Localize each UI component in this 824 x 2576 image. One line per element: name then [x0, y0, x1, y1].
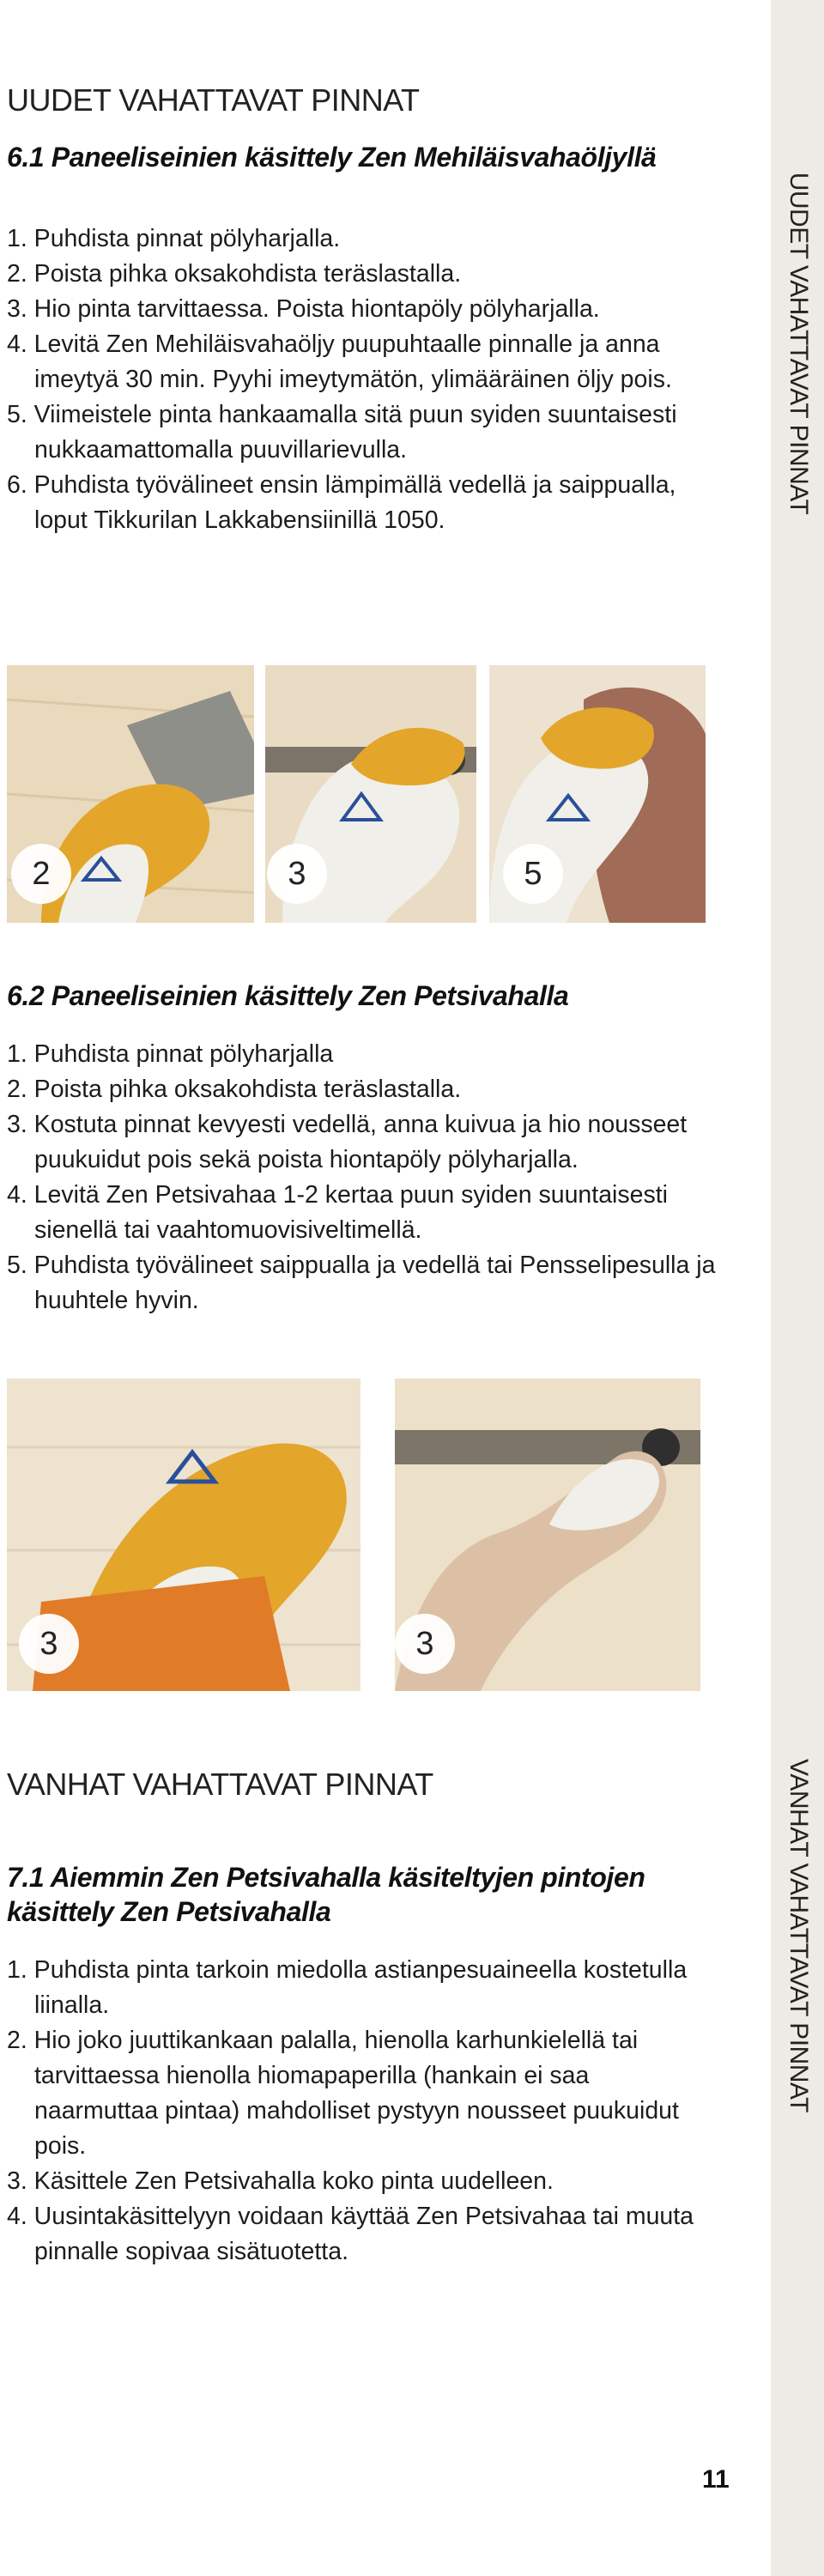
subsection-title-7-1: 7.1 Aiemmin Zen Petsivahalla käsiteltyjen pintojen käsittely Zen Petsivahalla	[7, 1862, 645, 1927]
subsection-title-6-1: 6.1 Paneeliseinien käsittely Zen Mehiläisvahaöljyllä	[7, 142, 657, 173]
list-item: 1. Puhdista pinnat pölyharjalla.	[7, 225, 341, 252]
scraper-glove-photo	[7, 665, 254, 923]
steps-list-6-1	[7, 221, 719, 538]
photo-step-number: 5	[503, 844, 563, 904]
list-item: 2. Poista pihka oksakohdista teräslastalla.	[7, 260, 462, 288]
subsection-title-6-2: 6.2 Paneeliseinien käsittely Zen Petsivahalla	[7, 980, 569, 1011]
list-item: 1. Puhdista pinnat pölyharjalla	[7, 1040, 334, 1068]
sanding-arm-photo	[395, 1379, 700, 1691]
photo-step-number: 3	[395, 1614, 455, 1674]
list-item: 2. Hio joko juuttikankaan palalla, hienolla karhunkielellä tai tarvittaessa hienolla hiomapaperilla (hankain ei saa naarmuttaa pintaa) mahdolliset pystyyn nousseet puukuidut pois.	[7, 2027, 679, 2160]
list-item: 4. Uusintakäsittelyyn voidaan käyttää Zen Petsivahaa tai muuta pinnalle sopivaa sisätuotetta.	[7, 2203, 694, 2265]
sanding-glove-photo	[265, 665, 476, 923]
photo-step-number: 3	[19, 1614, 79, 1674]
list-item: 3. Kostuta pinnat kevyesti vedellä, anna kuivua ja hio nousseet puukuidut pois sekä poista hiontapöly pölyharjalla.	[7, 1111, 688, 1173]
steps-list-7-1	[7, 1953, 719, 2270]
page-number: 11	[702, 2465, 730, 2494]
list-item: 1. Puhdista pinta tarkoin miedolla astianpesuaineella kostetulla liinalla.	[7, 1956, 688, 2019]
list-item: 4. Levitä Zen Mehiläisvahaöljy puupuhtaalle pinnalle ja anna imeytyä 30 min. Pyyhi imeytymätön, ylimääräinen öljy pois.	[7, 330, 672, 393]
list-item: 3. Hio pinta tarvittaessa. Poista hiontapöly pölyharjalla.	[7, 295, 600, 323]
list-item: 4. Levitä Zen Petsivahaa 1-2 kertaa puun syiden suuntaisesti sienellä tai vaahtomuovisiveltimellä.	[7, 1181, 668, 1244]
steps-list-6-2	[7, 1037, 719, 1318]
list-item: 3. Käsittele Zen Petsivahalla koko pinta uudelleen.	[7, 2167, 554, 2195]
cloth-glove-photo	[489, 665, 706, 923]
section-title-new: UUDET VAHATTAVAT PINNAT	[7, 82, 420, 118]
sidebar-label-new: UUDET VAHATTAVAT PINNAT	[785, 172, 813, 515]
section-title-old: VANHAT VAHATTAVAT PINNAT	[7, 1767, 433, 1802]
sidebar-label-old: VANHAT VAHATTAVAT PINNAT	[785, 1759, 813, 2112]
list-item: 5. Viimeistele pinta hankaamalla sitä puun syiden suuntaisesti nukkaamattomalla puuvillarievulla.	[7, 401, 677, 464]
photo-step-number: 2	[11, 844, 71, 904]
sponge-glove-photo	[7, 1379, 360, 1691]
photo-step-number: 3	[267, 844, 327, 904]
list-item: 5. Puhdista työvälineet saippualla ja vedellä tai Pensselipesulla ja huuhtele hyvin.	[7, 1252, 716, 1314]
list-item: 2. Poista pihka oksakohdista teräslastalla.	[7, 1076, 462, 1103]
list-item: 6. Puhdista työvälineet ensin lämpimällä vedellä ja saippualla, loput Tikkurilan Lakkabensiinillä 1050.	[7, 471, 676, 534]
